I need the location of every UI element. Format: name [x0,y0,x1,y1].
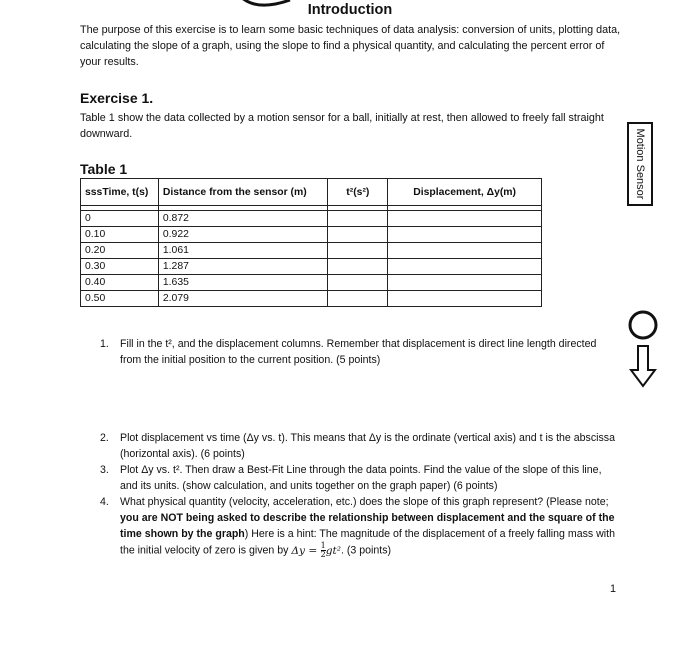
table-row [81,291,542,307]
table-caption: Table 1 [80,161,128,177]
falling-ball-icon [624,308,662,392]
fraction-denominator: 2 [320,550,326,559]
header-time: sssTime, t(s) [81,179,159,206]
table-row [81,259,542,275]
cell-displacement[interactable] [388,259,542,275]
question-number: 2. [100,432,109,444]
fraction-numerator: 1 [320,541,326,550]
question-list-2 [100,430,620,559]
cell-distance: 1.287 [158,259,328,275]
page-title: Introduction [307,2,393,18]
question-number: 1. [100,338,109,350]
cell-displacement[interactable] [388,243,542,259]
cell-t-squared[interactable] [328,211,388,227]
cell-displacement[interactable] [388,275,542,291]
cell-time: 0.50 [81,291,159,307]
cell-distance: 1.635 [158,275,328,291]
cell-time: 0.40 [81,275,159,291]
list-item [100,462,620,494]
question-text: Plot Δy vs. t². Then draw a Best-Fit Line through the data points. Find the value of the slope of this line, and its units. (show calculation, and units together on the graph paper) (6 points) [120,464,602,492]
question-list-1 [100,336,620,368]
cell-t-squared[interactable] [328,291,388,307]
formula [291,541,342,559]
table-row [81,243,542,259]
list-item [100,430,620,462]
question-text: Plot displacement vs time (Δy vs. t). This means that Δy is the ordinate (vertical axis) and t is the abscissa (horizontal axis). (6 points) [120,432,615,460]
question-text-end: . (3 points) [341,544,392,557]
cell-distance: 0.872 [158,211,328,227]
cell-time: 0 [81,211,159,227]
cell-distance: 2.079 [158,291,328,307]
list-item [100,336,620,368]
cell-time: 0.20 [81,243,159,259]
formula-lhs: Δy = [291,544,318,557]
table-header-row [81,179,542,206]
cell-displacement[interactable] [388,211,542,227]
cell-displacement[interactable] [388,291,542,307]
header-displacement: Displacement, Δy(m) [388,179,542,206]
table-row [81,227,542,243]
question-text-before: What physical quantity (velocity, acceleration, etc.) does the slope of this graph represent? (Please note; [120,496,609,508]
question-number: 3. [100,464,109,476]
cell-t-squared[interactable] [328,227,388,243]
header-t-squared: t²(s²) [328,179,388,206]
motion-sensor-label: Motion Sensor [634,128,646,200]
list-item [100,494,620,559]
cell-time: 0.30 [81,259,159,275]
data-table [80,178,542,307]
intro-paragraph: The purpose of this exercise is to learn some basic techniques of data analysis: conversion of units, plotting data, calculating the slope of a graph, using the slope to find a physical quantity, and calculating the percent error of your results. [80,24,621,68]
exercise-heading: Exercise 1. [80,90,154,106]
page-number: 1 [610,583,617,595]
cell-distance: 1.061 [158,243,328,259]
exercise-text: Table 1 show the data collected by a motion sensor for a ball, initially at rest, then allowed to freely fall straight downward. [80,112,604,140]
cell-time: 0.10 [81,227,159,243]
cell-t-squared[interactable] [328,259,388,275]
question-text-after: ) Here is a hint: The magnitude of the displacement of a freely falling mass with the initial velocity of zero is given by [120,528,615,557]
table-row [81,275,542,291]
motion-sensor-box [627,122,653,206]
cell-t-squared[interactable] [328,243,388,259]
question-number: 4. [100,496,109,508]
cell-distance: 0.922 [158,227,328,243]
header-distance: Distance from the sensor (m) [158,179,328,206]
cell-displacement[interactable] [388,227,542,243]
cell-t-squared[interactable] [328,275,388,291]
question-text-bold: you are NOT being asked to describe the relationship between displacement and the square of the time shown by the graph [120,512,615,540]
question-text: Fill in the t², and the displacement columns. Remember that displacement is direct line length directed from the initial position to the current position. (5 points) [120,338,597,366]
formula-rhs: gt² [325,544,342,557]
table-row [81,211,542,227]
